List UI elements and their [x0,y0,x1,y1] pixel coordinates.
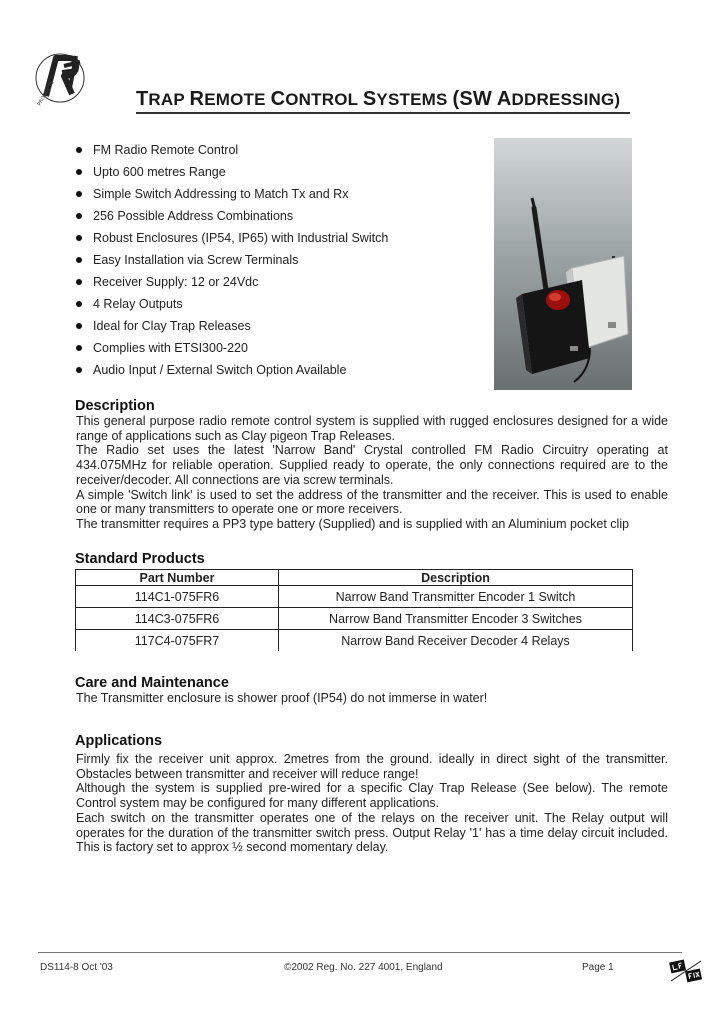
description-paragraph: The transmitter requires a PP3 type battery (Supplied) and is supplied with an Aluminium pocket clip [76,516,630,531]
description-body [76,414,668,532]
feature-item: Receiver Supply: 12 or 24Vdc [76,274,388,296]
applications-paragraph: Each switch on the transmitter operates one of the relays on the receiver unit. The Relay output will operates for the duration of the transmitter switch press. Output Relay '1' has a time delay circuit included. This is factory set to approx ½ second momentary delay. [76,810,668,855]
care-text: The Transmitter enclosure is shower proof (IP54) do not immerse in water! [76,691,488,705]
feature-item: Audio Input / External Switch Option Available [76,362,388,384]
part-number-cell: 114C3-075FR6 [76,608,279,630]
description-paragraph: This general purpose radio remote control system is supplied with rugged enclosures designed for a wide range of applications such as Clay pigeon Trap Releases. [76,414,668,443]
feature-item: Upto 600 metres Range [76,164,388,186]
page-number: Page 1 [582,962,614,973]
feature-item: Simple Switch Addressing to Match Tx and Rx [76,186,388,208]
description-paragraph: A simple 'Switch link' is used to set the address of the transmitter and the receiver. This is used to enable one or many transmitters to operate one or more receivers. [76,487,668,517]
table-header-row [76,570,633,586]
rf-company-logo-icon [34,48,86,108]
document-reference: DS114-8 Oct '03 [40,962,113,973]
lee-fix-badge-icon [668,958,704,984]
svg-text:PRODUCTS: PRODUCTS [36,80,56,107]
applications-heading: Applications [75,733,163,749]
feature-item: Robust Enclosures (IP54, IP65) with Industrial Switch [76,230,388,252]
applications-paragraph: Although the system is supplied pre-wired for a specific Clay Trap Release (See below). The remote Control system may be configured for many different applications. [76,781,668,811]
description-cell: Narrow Band Transmitter Encoder 3 Switches [279,608,633,630]
page-title: TRAP REMOTE CONTROL SYSTEMS (SW ADDRESSING) [136,88,621,110]
column-header: Description [279,570,633,586]
table-row [76,608,633,630]
feature-item: FM Radio Remote Control [76,142,388,164]
footer-divider [38,952,682,953]
description-cell: Narrow Band Receiver Decoder 4 Relays [279,630,633,652]
description-paragraph: The Radio set uses the latest 'Narrow Band' Crystal controlled FM Radio Circuitry operating at 434.075MHz for reliable operation. Supplied ready to operate, the only connections required are to the receiver/decoder. All connections are via screw terminals. [76,443,668,487]
feature-item: 4 Relay Outputs [76,296,388,318]
applications-body [76,752,668,855]
products-table [75,569,633,651]
care-heading: Care and Maintenance [75,675,229,691]
description-heading: Description [75,398,155,414]
product-photo [494,138,632,390]
table-row [76,630,633,652]
title-underline [136,112,630,114]
applications-paragraph: Firmly fix the receiver unit approx. 2metres from the ground. ideally in direct sight of the transmitter. Obstacles between transmitter and receiver will reduce range! [76,752,668,781]
feature-item: Ideal for Clay Trap Releases [76,318,388,340]
part-number-cell: 114C1-075FR6 [76,586,279,608]
standard-products-heading: Standard Products [75,551,205,567]
column-header: Part Number [76,570,279,586]
feature-item: Complies with ETSI300-220 [76,340,388,362]
feature-list [76,142,388,384]
feature-item: Easy Installation via Screw Terminals [76,252,388,274]
feature-item: 256 Possible Address Combinations [76,208,388,230]
copyright-notice: ©2002 Reg. No. 227 4001, England [284,962,443,973]
part-number-cell: 117C4-075FR7 [76,630,279,652]
description-cell: Narrow Band Transmitter Encoder 1 Switch [279,586,633,608]
table-row [76,586,633,608]
